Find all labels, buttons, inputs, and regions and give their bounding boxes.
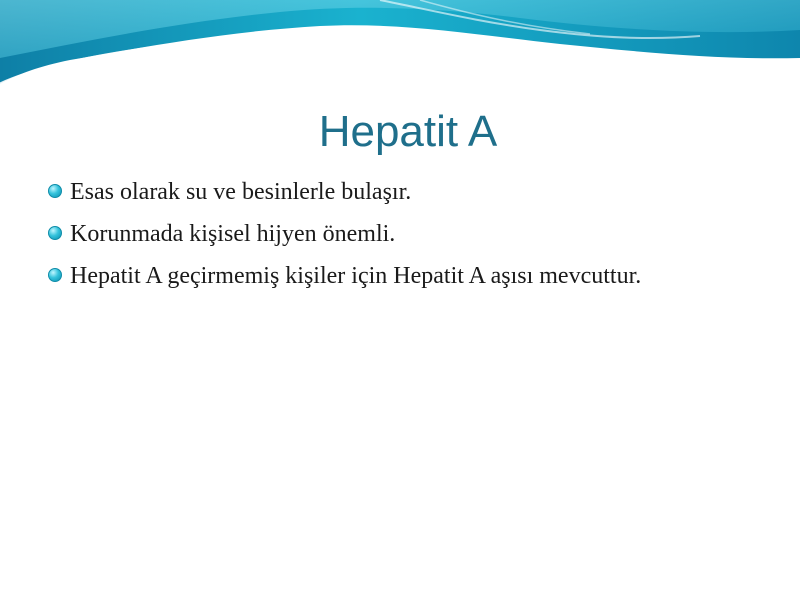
- bullet-text: Korunmada kişisel hijyen önemli.: [70, 221, 396, 247]
- bullet-item: [48, 176, 668, 209]
- bullet-item: [48, 260, 668, 293]
- slide-title: Hepatit A: [318, 107, 498, 156]
- bullet-item: [48, 218, 668, 251]
- header-wave-decoration: [0, 0, 800, 100]
- bullet-text: Hepatit A geçirmemiş kişiler için Hepatit A aşısı mevcuttur.: [70, 263, 642, 289]
- bullet-dot-icon: [48, 184, 62, 198]
- bullet-list: [48, 176, 668, 302]
- bullet-dot-icon: [48, 226, 62, 240]
- bullet-text: Esas olarak su ve besinlerle bulaşır.: [70, 179, 412, 205]
- bullet-dot-icon: [48, 268, 62, 282]
